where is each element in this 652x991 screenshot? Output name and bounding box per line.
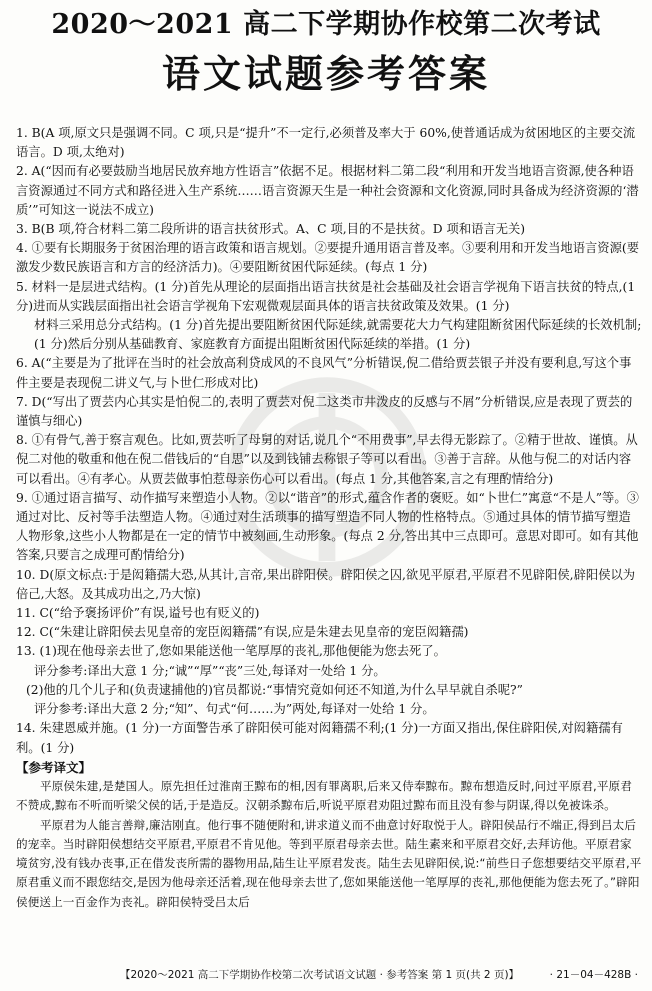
- answer-9: 9. ①通过语言描写、动作描写来塑造小人物。②以“谐音”的形式,蕴含作者的褒贬。如“卜世仁”寓意“不是人”等。③通过对比、反衬等手法塑造人物。④通过对生活琐事的描写塑造不同人物的性格特点。⑤通过具体的情节描写塑造人物形象,这些小人物都是在一定的情节中被刻画,生动形象。(每点 2 分,答出其中三点即可。意思对即可。如有其他答案,只要言之成理可酌情给分): [16, 490, 639, 563]
- answer-11: 11. C(“给予褒扬评价”有误,谥号也有贬义的): [16, 606, 260, 621]
- translation-paragraph: 平原君为人能言善辩,廉洁刚直。他行事不随便附和,讲求道义而不曲意讨好取悦于人。辟阳侯品行不端正,得到吕太后的宠幸。当时辟阳侯想结交平原君,平原君不肯见他。等到平原君母亲去世。陆生素来和平原君交好,去拜访他。平原君家境贫穷,没有钱办丧事,正在借发丧所需的器物用品,陆生让平原君发丧。陆生去见辟阳侯,说:“前些日子您想要结交平原君,平原君重义而不跟您结交,是因为他母亲还活着,现在他母亲去世了,您如果能送他一笔厚厚的丧礼,那他便能为您去死了。”辟阳侯便送上一百金作为丧礼。辟阳侯特受吕太后: [16, 817, 642, 909]
- answer-5: 5. 材料一是层进式结构。(1 分)首先从理论的层面指出语言扶贫是社会基础及社会语言学视角下语言扶贫的特点,(1 分)进而从实践层面指出社会语言学视角下宏观微观层面具体的语言扶贫政策及效果。(1 分): [16, 279, 636, 313]
- answer-body: [16, 124, 642, 912]
- footer-text: 【2020～2021 高二下学期协作校第二次考试语文试题 · 参考答案 第 1 页(共 2 页)】: [120, 969, 520, 981]
- answer-10: 10. D(原文标点:于是闳籍孺大恐,从其计,言帝,果出辟阳侯。辟阳侯之囚,欲见平原君,平原君不见辟阳侯,辟阳侯以为倍己,大怒。及其成功出之,乃大惊): [16, 567, 636, 601]
- answer-13-1-scoring: 评分参考:译出大意 1 分;“诚”“厚”“丧”三处,每译对一处给 1 分。: [34, 663, 386, 678]
- answer-6: 6. A(“主要是为了批评在当时的社会放高利贷成风的不良风气”分析错误,倪二借给贾芸银子并没有要利息,写这个事件主要是表现倪二讲义气,与卜世仁形成对比): [16, 356, 632, 390]
- answer-5-part2: 材料三采用总分式结构。(1 分)首先提出要阻断贫困代际延续,就需要花大力气构建阻断贫困代际延续的长效机制;(1 分)然后分别从基础教育、家庭教育方面提出阻断贫困代际延续的举措。(1 分): [34, 318, 642, 352]
- answer-4: 4. ①要有长期服务于贫困治理的语言政策和语言规划。②要提升通用语言普及率。③要利用和开发当地语言资源(要激发少数民族语言和方言的经济活力)。④要阻断贫困代际延续。(每点 1 分): [16, 241, 639, 275]
- translation-heading: 【参考译文】: [16, 759, 92, 775]
- answer-1: 1. B(A 项,原文只是强调不同。C 项,只是“提升”不一定行,必须普及率大于 60%,使普通话成为贫困地区的主要交流语言。D 项,太绝对): [16, 126, 636, 160]
- answer-8: 8. ①有骨气,善于察言观色。比如,贾芸听了母舅的对话,说几个“不用费事”,早去得无影踪了。②精于世故、谨慎。从倪二对他的敬重和他在倪二借钱后的“自思”以及到钱铺去称银子等可以看出。③善于言辞。从他与倪二的对话内容可以看出。④有孝心。从贾芸做事怕惹母亲伤心可以看出。(每点 1 分,其他答案,言之有理酌情给分): [16, 433, 638, 486]
- document-title: 语文试题参考答案: [161, 52, 490, 96]
- translation-paragraph: 平原侯朱建,是楚国人。原先担任过淮南王黥布的相,因有罪离职,后来又侍奉黥布。黥布想造反时,问过平原君,平原君不赞成,黥布不听而听梁父侯的话,于是造反。汉朝杀黥布后,听说平原君劝阻过黥布而且没有参与阴谋,得以免被诛杀。: [16, 778, 632, 813]
- answer-3: 3. B(B 项,符合材料二第二段所讲的语言扶贫形式。A、C 项,目的不是扶贫。D 项和语言无关): [16, 222, 526, 237]
- translation-text: [16, 777, 642, 912]
- answer-7: 7. D(“写出了贾芸内心其实是怕倪二的,表明了贾芸对倪二这类市井泼皮的反感与不屑”分析错误,应是表现了贾芸的谨慎与细心): [16, 394, 633, 429]
- answer-12: 12. C(“朱建让辟阳侯去见皇帝的宠臣闳籍孺”有误,应是朱建去见皇帝的宠臣闳籍孺): [16, 625, 469, 640]
- answer-2: 2. A(“因而有必要鼓励当地居民放弃地方性语言”依据不足。根据材料二第二段“利用和开发当地语言资源,使各种语言资源通过不同方式和路径进入生产系统……语言资源天生是一种社会资源和文化资源,同时具备成为经济资源的‘潜质’”可知这一说法不成立): [16, 164, 639, 217]
- answer-13-2: (2)他的几个儿子和(负责逮捕他的)官员都说:“事情究竟如何还不知道,为什么早早就自杀呢?”: [26, 682, 523, 697]
- footer-code: · 21－04－428B ·: [549, 969, 638, 981]
- answer-13-2-scoring: 评分参考:译出大意 2 分;“知”、句式“何……为”两处,每译对一处给 1 分。: [34, 702, 435, 717]
- answer-14: 14. 朱建恩威并施。(1 分)一方面警告承了辟阳侯可能对闳籍孺不利;(1 分)一方面又指出,保住辟阳侯,对闳籍孺有利。(1 分): [16, 721, 623, 755]
- exam-title: 2020～2021 高二下学期协作校第二次考试: [51, 9, 601, 40]
- answer-13-1: 13. (1)现在他母亲去世了,您如果能送他一笔厚厚的丧礼,那他便能为您去死了。: [16, 644, 446, 659]
